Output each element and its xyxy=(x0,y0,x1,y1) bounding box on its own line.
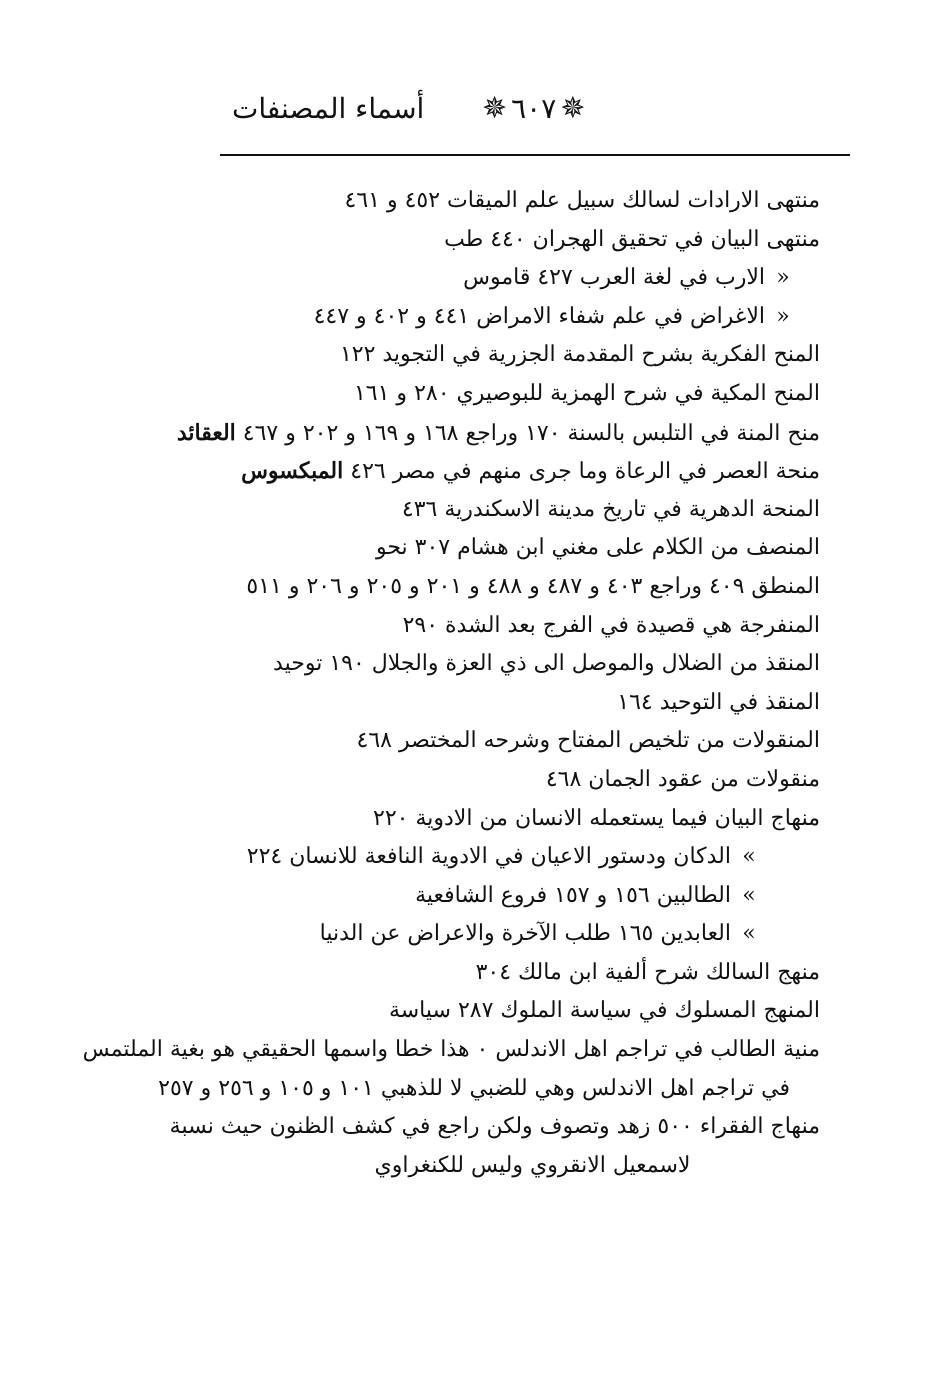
entry-text: منقولات من عقود الجمان ٤٦٨ xyxy=(545,766,820,792)
index-entry xyxy=(185,221,820,260)
index-entry xyxy=(185,645,820,684)
index-entry xyxy=(185,375,820,414)
index-entry xyxy=(185,877,820,916)
entry-text: منح المنة في التلبس بالسنة ١٧٠ وراجع ١٦٨ و ١٦٩ و ٢٠٢ و ٤٦٧ xyxy=(242,420,820,446)
index-entry xyxy=(185,761,820,800)
index-entry xyxy=(185,1147,820,1186)
index-entry xyxy=(185,336,820,375)
ornament-icon: ✵ xyxy=(482,90,508,126)
ornament-icon: ✵ xyxy=(560,90,586,126)
entry-text: المنفرجة هي قصيدة في الفرج بعد الشدة ٢٩٠ xyxy=(402,612,820,638)
entry-text: المنقذ من الضلال والموصل الى ذي العزة والجلال ١٩٠ توحيد xyxy=(273,651,820,677)
entry-text: منحة العصر في الرعاة وما جرى منهم في مصر ٤٢٦ xyxy=(350,459,820,485)
entry-text: المنهج المسلوك في سياسة الملوك ٢٨٧ سياسة xyxy=(388,998,820,1024)
entry-text: منهج السالك شرح ألفية ابن مالك ٣٠٤ xyxy=(475,959,820,985)
index-entry xyxy=(185,529,820,568)
running-header-title: أسماء المصنفات xyxy=(232,92,425,125)
index-entry xyxy=(185,684,820,723)
entry-text: المنح الفكرية بشرح المقدمة الجزرية في التجويد ١٢٢ xyxy=(339,342,820,368)
index-entry xyxy=(185,491,820,530)
entry-text: في تراجم اهل الاندلس وهي للضبي لا للذهبي ١٠١ و ١٠٥ و ٢٥٦ و ٢٥٧ xyxy=(158,1075,790,1101)
entry-text: المنطق ٤٠٩ وراجع ٤٠٣ و ٤٨٧ و ٤٨٨ و ٢٠١ و ٢٠٥ و ٢٠٦ و ٥١١ xyxy=(246,573,820,599)
index-entry xyxy=(185,298,820,337)
index-entry xyxy=(185,568,820,607)
index-entry xyxy=(185,722,820,761)
ditto-mark: » xyxy=(742,882,756,908)
entry-text: المنحة الدهرية في تاريخ مدينة الاسكندرية ٤٣٦ xyxy=(401,496,820,522)
entry-text: منهاج الفقراء ٥٠٠ زهد وتصوف ولكن راجع في كشف الظنون حيث نسبة xyxy=(169,1114,820,1140)
entry-category: المبكسوس xyxy=(241,458,344,485)
index-entry xyxy=(185,992,820,1031)
header-rule xyxy=(220,154,850,156)
index-entry xyxy=(185,452,820,491)
ditto-mark: » xyxy=(742,921,756,947)
entry-text: العابدين ١٦٥ طلب الآخرة والاعراض عن الدنيا xyxy=(319,921,731,947)
ditto-mark: « xyxy=(776,303,790,329)
entry-text: منتهى البيان في تحقيق الهجران ٤٤٠ طب xyxy=(444,226,820,252)
entry-text: المنصف من الكلام على مغني ابن هشام ٣٠٧ نحو xyxy=(375,535,820,561)
page-number-block xyxy=(482,92,585,125)
index-entry xyxy=(169,1108,820,1147)
index-entry xyxy=(185,915,820,954)
entry-text: لاسمعيل الانقروي وليس للكنغراوي xyxy=(374,1152,691,1178)
index-entry xyxy=(158,1070,820,1109)
ditto-mark: » xyxy=(742,844,756,870)
entry-text: منية الطالب في تراجم اهل الاندلس ٠ هذا خطا واسمها الحقيقي هو بغية الملتمس xyxy=(82,1037,820,1063)
entry-text: الطالبين ١٥٦ و ١٥٧ فروع الشافعية xyxy=(415,882,731,908)
entry-text: الارب في لغة العرب ٤٢٧ قاموس xyxy=(463,265,765,291)
index-entry xyxy=(185,259,820,298)
index-entry xyxy=(176,414,820,453)
index-entries xyxy=(82,182,820,1185)
index-entry xyxy=(185,800,820,839)
page-number: ٦٠٧ xyxy=(511,92,557,125)
entry-category: العقائد xyxy=(176,419,236,446)
index-entry xyxy=(82,1031,820,1070)
entry-text: المنقذ في التوحيد ١٦٤ xyxy=(617,689,820,715)
entry-text: الدكان ودستور الاعيان في الادوية النافعة للانسان ٢٢٤ xyxy=(246,844,731,870)
ditto-mark: « xyxy=(776,265,790,291)
entry-text: المنح المكية في شرح الهمزية للبوصيري ٢٨٠ و ١٦١ xyxy=(353,380,820,406)
entry-text: الاغراض في علم شفاء الامراض ٤٤١ و ٤٠٢ و ٤٤٧ xyxy=(313,303,765,329)
entry-text: منتهى الارادات لسالك سبيل علم الميقات ٤٥٢ و ٤٦١ xyxy=(344,188,820,213)
index-entry xyxy=(185,607,820,646)
index-entry xyxy=(185,954,820,993)
entry-text: منهاج البيان فيما يستعمله الانسان من الادوية ٢٢٠ xyxy=(373,805,820,831)
index-entry xyxy=(185,182,820,221)
entry-text: المنقولات من تلخيص المفتاح وشرحه المختصر ٤٦٨ xyxy=(356,728,820,754)
index-entry xyxy=(185,838,820,877)
